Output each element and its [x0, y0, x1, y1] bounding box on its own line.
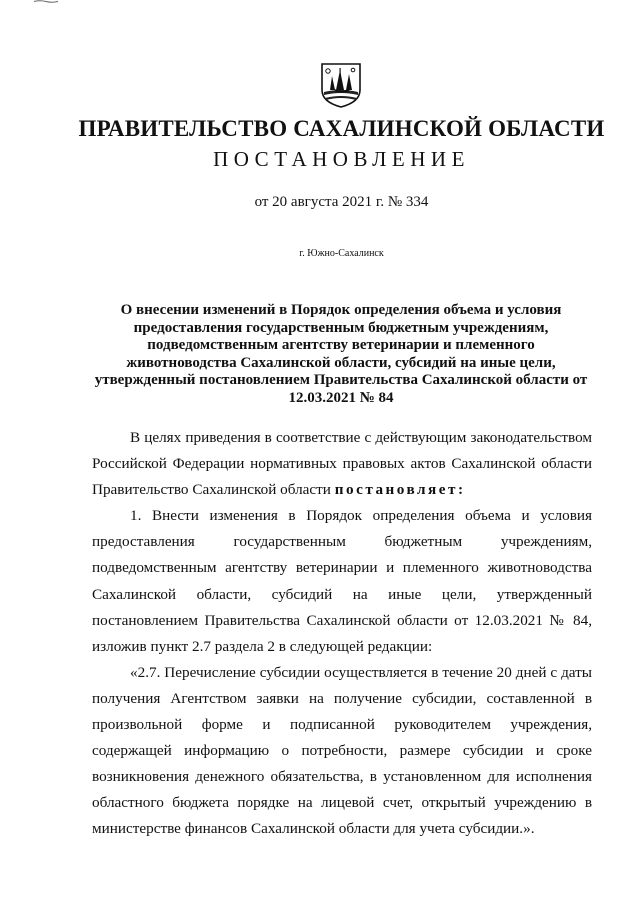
document-city: г. Южно-Сахалинск	[299, 248, 384, 259]
body-paragraph-1	[92, 425, 592, 503]
paragraph-1-emphasis: постановляет:	[334, 481, 466, 499]
coat-of-arms-icon	[320, 62, 362, 108]
government-title: ПРАВИТЕЛЬСТВО САХАЛИНСКОЙ ОБЛАСТИ	[78, 116, 605, 141]
document-body	[92, 425, 592, 843]
body-paragraph-2: 1. Внести изменения в Порядок определения объема и условия предоставления государственным бюджетным учреждениям, подведомственным агентству ветеринарии и племенного животноводства Сахалинской области, субсидий на иные цели, утвержденный постановлением Правительства Сахалинской области от 12.03.2021 № 84, изложив пункт 2.7 раздела 2 в следующей редакции:	[92, 507, 592, 655]
body-paragraph-3: «2.7. Перечисление субсидии осуществляется в течение 20 дней с даты получения Агентством заявки на получение субсидии, составленной в произвольной форме и подписанной руководителем учреждения, содержащей информацию о потребности, размере субсидии и сроке возникновения денежного обязательства, в установленном для исполнения областного бюджета порядке на лицевой счет, открытый учреждению в министерстве финансов Сахалинской области для учета субсидии.».	[92, 663, 592, 838]
document-subject: О внесении изменений в Порядок определения объема и условия предоставления государственным бюджетным учреждениям, подведомственным агентству ветеринарии и племенного животноводства Сахалинской области, субсидий на иные цели, утвержденный постановлением Правительства Сахалинской области от 12.03.2021 № 84	[94, 302, 588, 406]
document-type: ПОСТАНОВЛЕНИЕ	[213, 147, 470, 171]
document-date-number: от 20 августа 2021 г. № 334	[254, 194, 429, 210]
scan-mark-icon	[34, 0, 58, 3]
paragraph-1-text: В целях приведения в соответствие с действующим законодательством Российской Федерации нормативных правовых актов Сахалинской области Правительство Сахалинской области	[92, 429, 592, 499]
